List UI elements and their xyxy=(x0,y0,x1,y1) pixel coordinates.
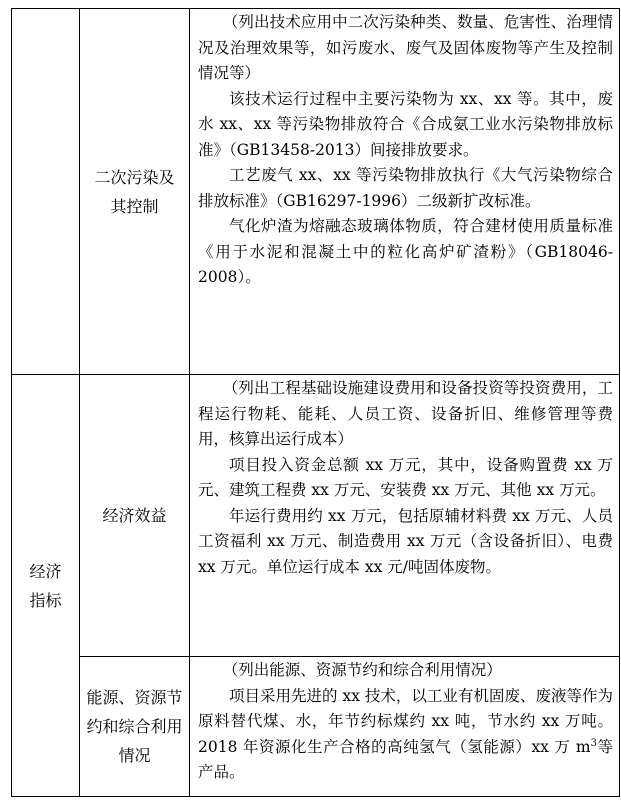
guidance-note: （列出工程基础设施建设费用和设备投资等投资费用，工程运行物耗、能耗、人员工资、设备折旧、维修管理等费用，核算出运行成本） xyxy=(198,379,613,448)
content-cell-secondary-pollution xyxy=(190,9,620,375)
evaluation-table xyxy=(11,8,620,797)
row-label-text: 能源、资源节约和综合利用情况 xyxy=(86,688,183,765)
row-label-text: 经济效益 xyxy=(102,506,167,525)
content-paragraph: 项目投入资金总额 xx 万元，其中，设备购置费 xx 万元、建筑工程费 xx 万元、安装费 xx 万元、其他 xx 万元。 xyxy=(198,455,613,499)
paragraph-text: 等产品。 xyxy=(198,737,613,781)
row-label-text: 二次污染及其控制 xyxy=(94,167,175,216)
row-label-secondary-pollution xyxy=(80,9,190,375)
row-label-economic-benefit xyxy=(80,375,190,657)
content-paragraph: 工艺废气 xx、xx 等污染物排放执行《大气污染物综合排放标准》（GB16297-1996）二级新扩改标准。 xyxy=(198,166,613,210)
content-paragraph: 气化炉渣为熔融态玻璃体物质，符合建材使用质量标准《用于水泥和混凝土中的粒化高炉矿渣粉》（GB18046-2008）。 xyxy=(198,217,613,286)
content-paragraph: 年运行费用约 xx 万元，包括原辅材料费 xx 万元、人员工资福利 xx 万元、制造费用 xx 万元（含设备折旧）、电费 xx 万元。单位运行成本 xx 元/吨固体废物。 xyxy=(198,506,613,576)
content-paragraph xyxy=(198,684,613,786)
content-cell-energy-resources xyxy=(190,657,620,797)
empty-group-cell xyxy=(12,9,80,375)
group-label-economic-indicators xyxy=(12,375,80,797)
content-cell-economic-benefit xyxy=(190,375,620,657)
guidance-note: （列出能源、资源节约和综合利用情况） xyxy=(222,661,502,679)
guidance-note: （列出技术应用中二次污染种类、数量、危害性、治理情况及治理效果等，如污废水、废气及固体废物等产生及控制情况等） xyxy=(198,13,613,82)
content-paragraph: 该技术运行过程中主要污染物为 xx、xx 等。其中，废水 xx、xx 等污染物排放符合《合成氨工业水污染物排放标准》（GB13458-2013）间接排放要求。 xyxy=(198,89,613,159)
group-label-text: 经济指标 xyxy=(29,561,62,610)
table-row xyxy=(12,9,620,375)
row-label-energy-resources xyxy=(80,657,190,797)
table-row xyxy=(12,375,620,657)
table-row xyxy=(12,657,620,797)
paragraph-text: 项目采用先进的 xx 技术，以工业有机固废、废液等作为原料替代煤、水，年节约标煤约 xx 吨，节水约 xx 万吨。2018 年资源化生产合格的高纯氢气（氢能源）xx 万 m xyxy=(198,686,613,756)
superscript-exponent: 3 xyxy=(590,737,597,749)
